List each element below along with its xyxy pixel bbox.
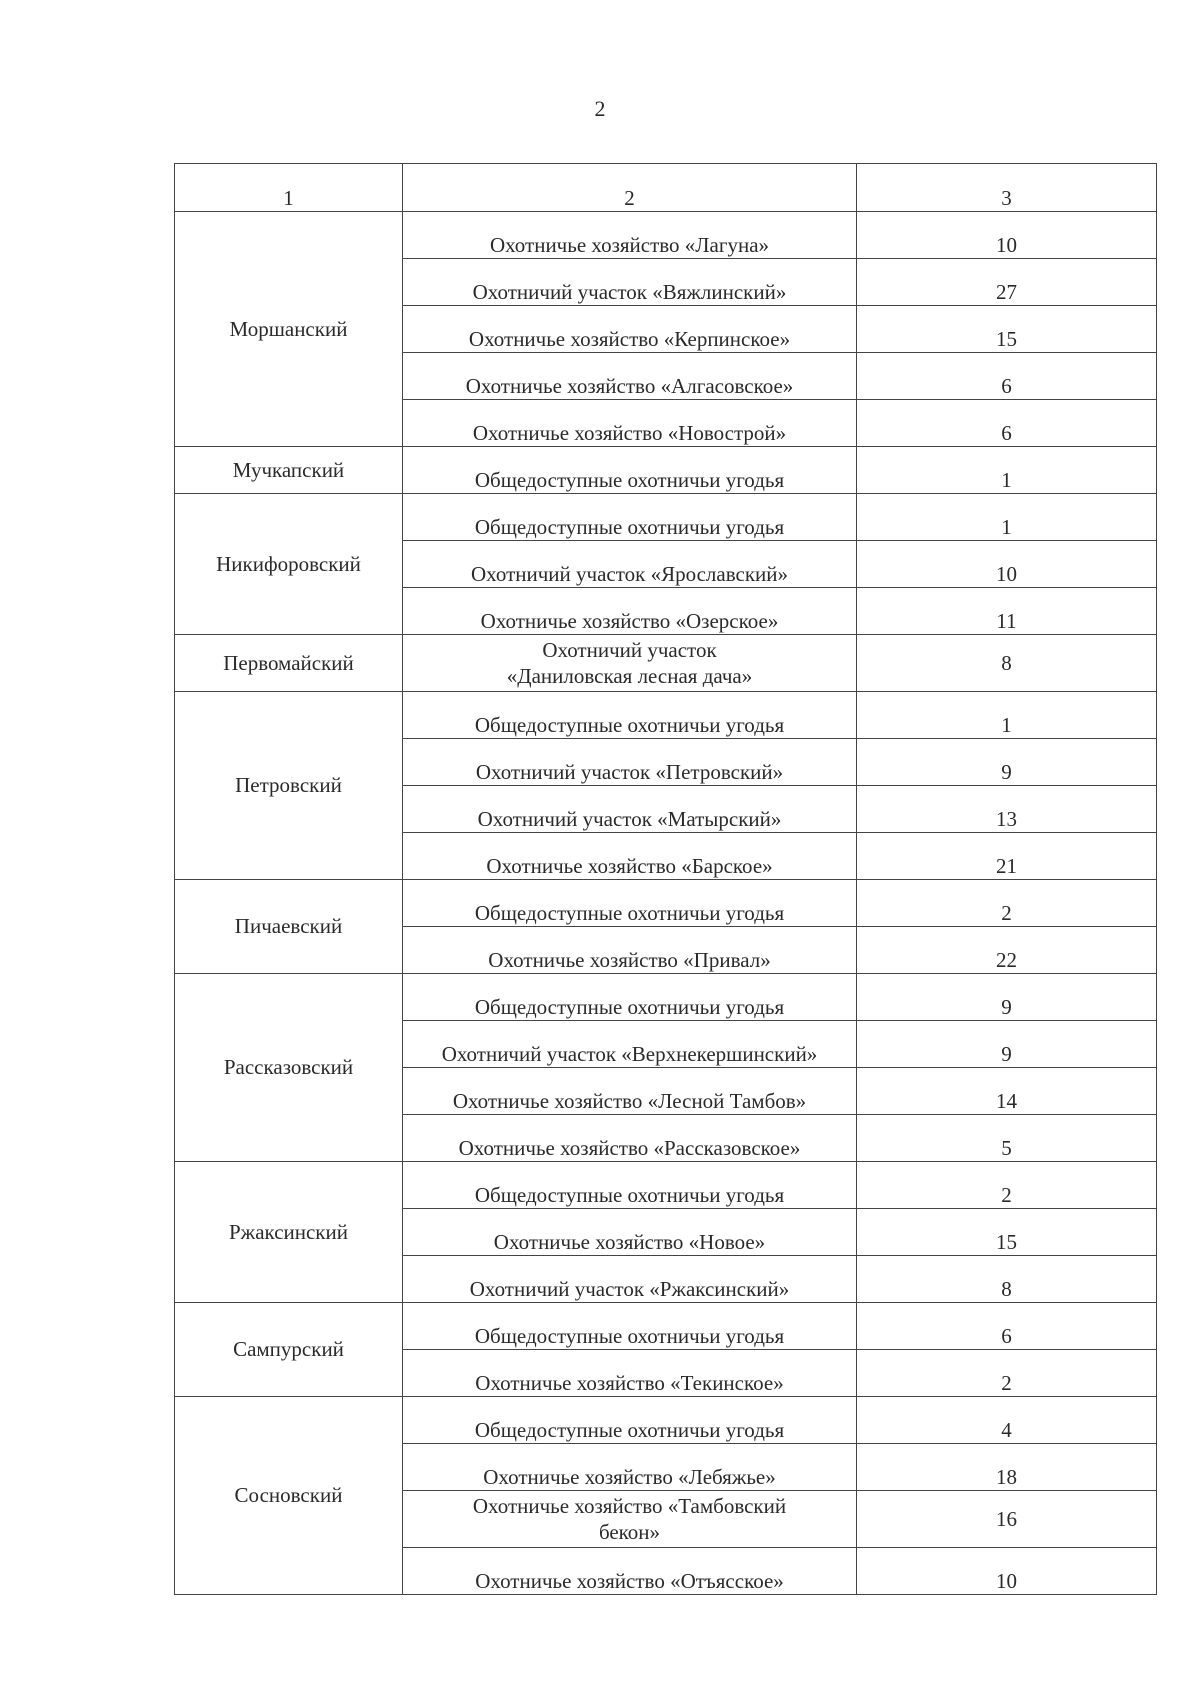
hunting-ground-name-cell: Общедоступные охотничьи угодья — [403, 494, 857, 541]
table-row — [175, 1162, 1157, 1209]
hunting-ground-name-cell: Общедоступные охотничьи угодья — [403, 447, 857, 494]
hunting-ground-name-cell: Общедоступные охотничьи угодья — [403, 1397, 857, 1444]
hunting-ground-name-cell: Охотничье хозяйство «Алгасовское» — [403, 353, 857, 400]
count-cell: 27 — [857, 259, 1157, 306]
count-cell: 2 — [857, 1350, 1157, 1397]
count-cell: 10 — [857, 212, 1157, 259]
table-row — [175, 635, 1157, 692]
hunting-ground-name-cell: Общедоступные охотничьи угодья — [403, 692, 857, 739]
district-cell: Мучкапский — [175, 447, 403, 494]
hunting-ground-name-cell: Охотничье хозяйство «Рассказовское» — [403, 1115, 857, 1162]
table-row — [175, 447, 1157, 494]
table-header-row — [175, 164, 1157, 212]
count-cell: 15 — [857, 306, 1157, 353]
table-row — [175, 974, 1157, 1021]
hunting-ground-name-cell: Охотничий участок «Верхнекершинский» — [403, 1021, 857, 1068]
hunting-ground-name-cell: Охотничий участок «Даниловская лесная дача» — [403, 635, 857, 692]
count-cell: 5 — [857, 1115, 1157, 1162]
count-cell: 6 — [857, 400, 1157, 447]
hunting-ground-name-cell: Охотничье хозяйство «Новое» — [403, 1209, 857, 1256]
page-number: 2 — [594, 96, 606, 121]
district-cell: Петровский — [175, 692, 403, 880]
hunting-ground-name-cell: Охотничье хозяйство «Тамбовский бекон» — [403, 1491, 857, 1548]
count-cell: 1 — [857, 494, 1157, 541]
count-cell: 1 — [857, 692, 1157, 739]
district-cell: Пичаевский — [175, 880, 403, 974]
count-cell: 2 — [857, 1162, 1157, 1209]
hunting-ground-name-cell: Охотничье хозяйство «Барское» — [403, 833, 857, 880]
hunting-ground-name-cell: Охотничий участок «Ярославский» — [403, 541, 857, 588]
hunting-ground-name-cell: Охотничье хозяйство «Текинское» — [403, 1350, 857, 1397]
table-row — [175, 1303, 1157, 1350]
count-cell: 13 — [857, 786, 1157, 833]
hunting-ground-name-cell: Охотничье хозяйство «Отъясское» — [403, 1548, 857, 1595]
hunting-ground-name-cell: Общедоступные охотничьи угодья — [403, 1162, 857, 1209]
count-cell: 8 — [857, 635, 1157, 692]
count-cell: 9 — [857, 739, 1157, 786]
hunting-ground-name-cell: Общедоступные охотничьи угодья — [403, 974, 857, 1021]
hunting-ground-name-cell: Охотничий участок «Ржаксинский» — [403, 1256, 857, 1303]
count-cell: 8 — [857, 1256, 1157, 1303]
district-cell: Первомайский — [175, 635, 403, 692]
count-cell: 15 — [857, 1209, 1157, 1256]
count-cell: 9 — [857, 1021, 1157, 1068]
count-cell: 1 — [857, 447, 1157, 494]
count-cell: 16 — [857, 1491, 1157, 1548]
hunting-ground-name-cell: Охотничье хозяйство «Керпинское» — [403, 306, 857, 353]
hunting-grounds-table — [174, 163, 1157, 1595]
table-row — [175, 880, 1157, 927]
district-cell: Ржаксинский — [175, 1162, 403, 1303]
district-cell: Рассказовский — [175, 974, 403, 1162]
hunting-ground-name-cell: Охотничье хозяйство «Лебяжье» — [403, 1444, 857, 1491]
hunting-ground-name-cell: Общедоступные охотничьи угодья — [403, 1303, 857, 1350]
hunting-ground-name-cell: Общедоступные охотничьи угодья — [403, 880, 857, 927]
hunting-ground-name-cell: Охотничий участок «Петровский» — [403, 739, 857, 786]
count-cell: 4 — [857, 1397, 1157, 1444]
hunting-ground-name-cell: Охотничье хозяйство «Привал» — [403, 927, 857, 974]
column-header-3: 3 — [857, 164, 1157, 212]
count-cell: 9 — [857, 974, 1157, 1021]
table-row — [175, 692, 1157, 739]
count-cell: 11 — [857, 588, 1157, 635]
hunting-ground-name-cell: Охотничье хозяйство «Новострой» — [403, 400, 857, 447]
count-cell: 6 — [857, 353, 1157, 400]
table-row — [175, 494, 1157, 541]
table-row — [175, 1397, 1157, 1444]
count-cell: 21 — [857, 833, 1157, 880]
count-cell: 14 — [857, 1068, 1157, 1115]
hunting-ground-name-cell: Охотничий участок «Матырский» — [403, 786, 857, 833]
district-cell: Сампурский — [175, 1303, 403, 1397]
count-cell: 2 — [857, 880, 1157, 927]
district-cell: Никифоровский — [175, 494, 403, 635]
table-body — [175, 212, 1157, 1595]
count-cell: 10 — [857, 541, 1157, 588]
hunting-ground-name-cell: Охотничий участок «Вяжлинский» — [403, 259, 857, 306]
count-cell: 22 — [857, 927, 1157, 974]
count-cell: 10 — [857, 1548, 1157, 1595]
district-cell: Сосновский — [175, 1397, 403, 1595]
column-header-2: 2 — [403, 164, 857, 212]
hunting-ground-name-cell: Охотничье хозяйство «Озерское» — [403, 588, 857, 635]
count-cell: 18 — [857, 1444, 1157, 1491]
hunting-ground-name-cell: Охотничье хозяйство «Лагуна» — [403, 212, 857, 259]
table-row — [175, 212, 1157, 259]
hunting-ground-name-cell: Охотничье хозяйство «Лесной Тамбов» — [403, 1068, 857, 1115]
column-header-1: 1 — [175, 164, 403, 212]
count-cell: 6 — [857, 1303, 1157, 1350]
district-cell: Моршанский — [175, 212, 403, 447]
